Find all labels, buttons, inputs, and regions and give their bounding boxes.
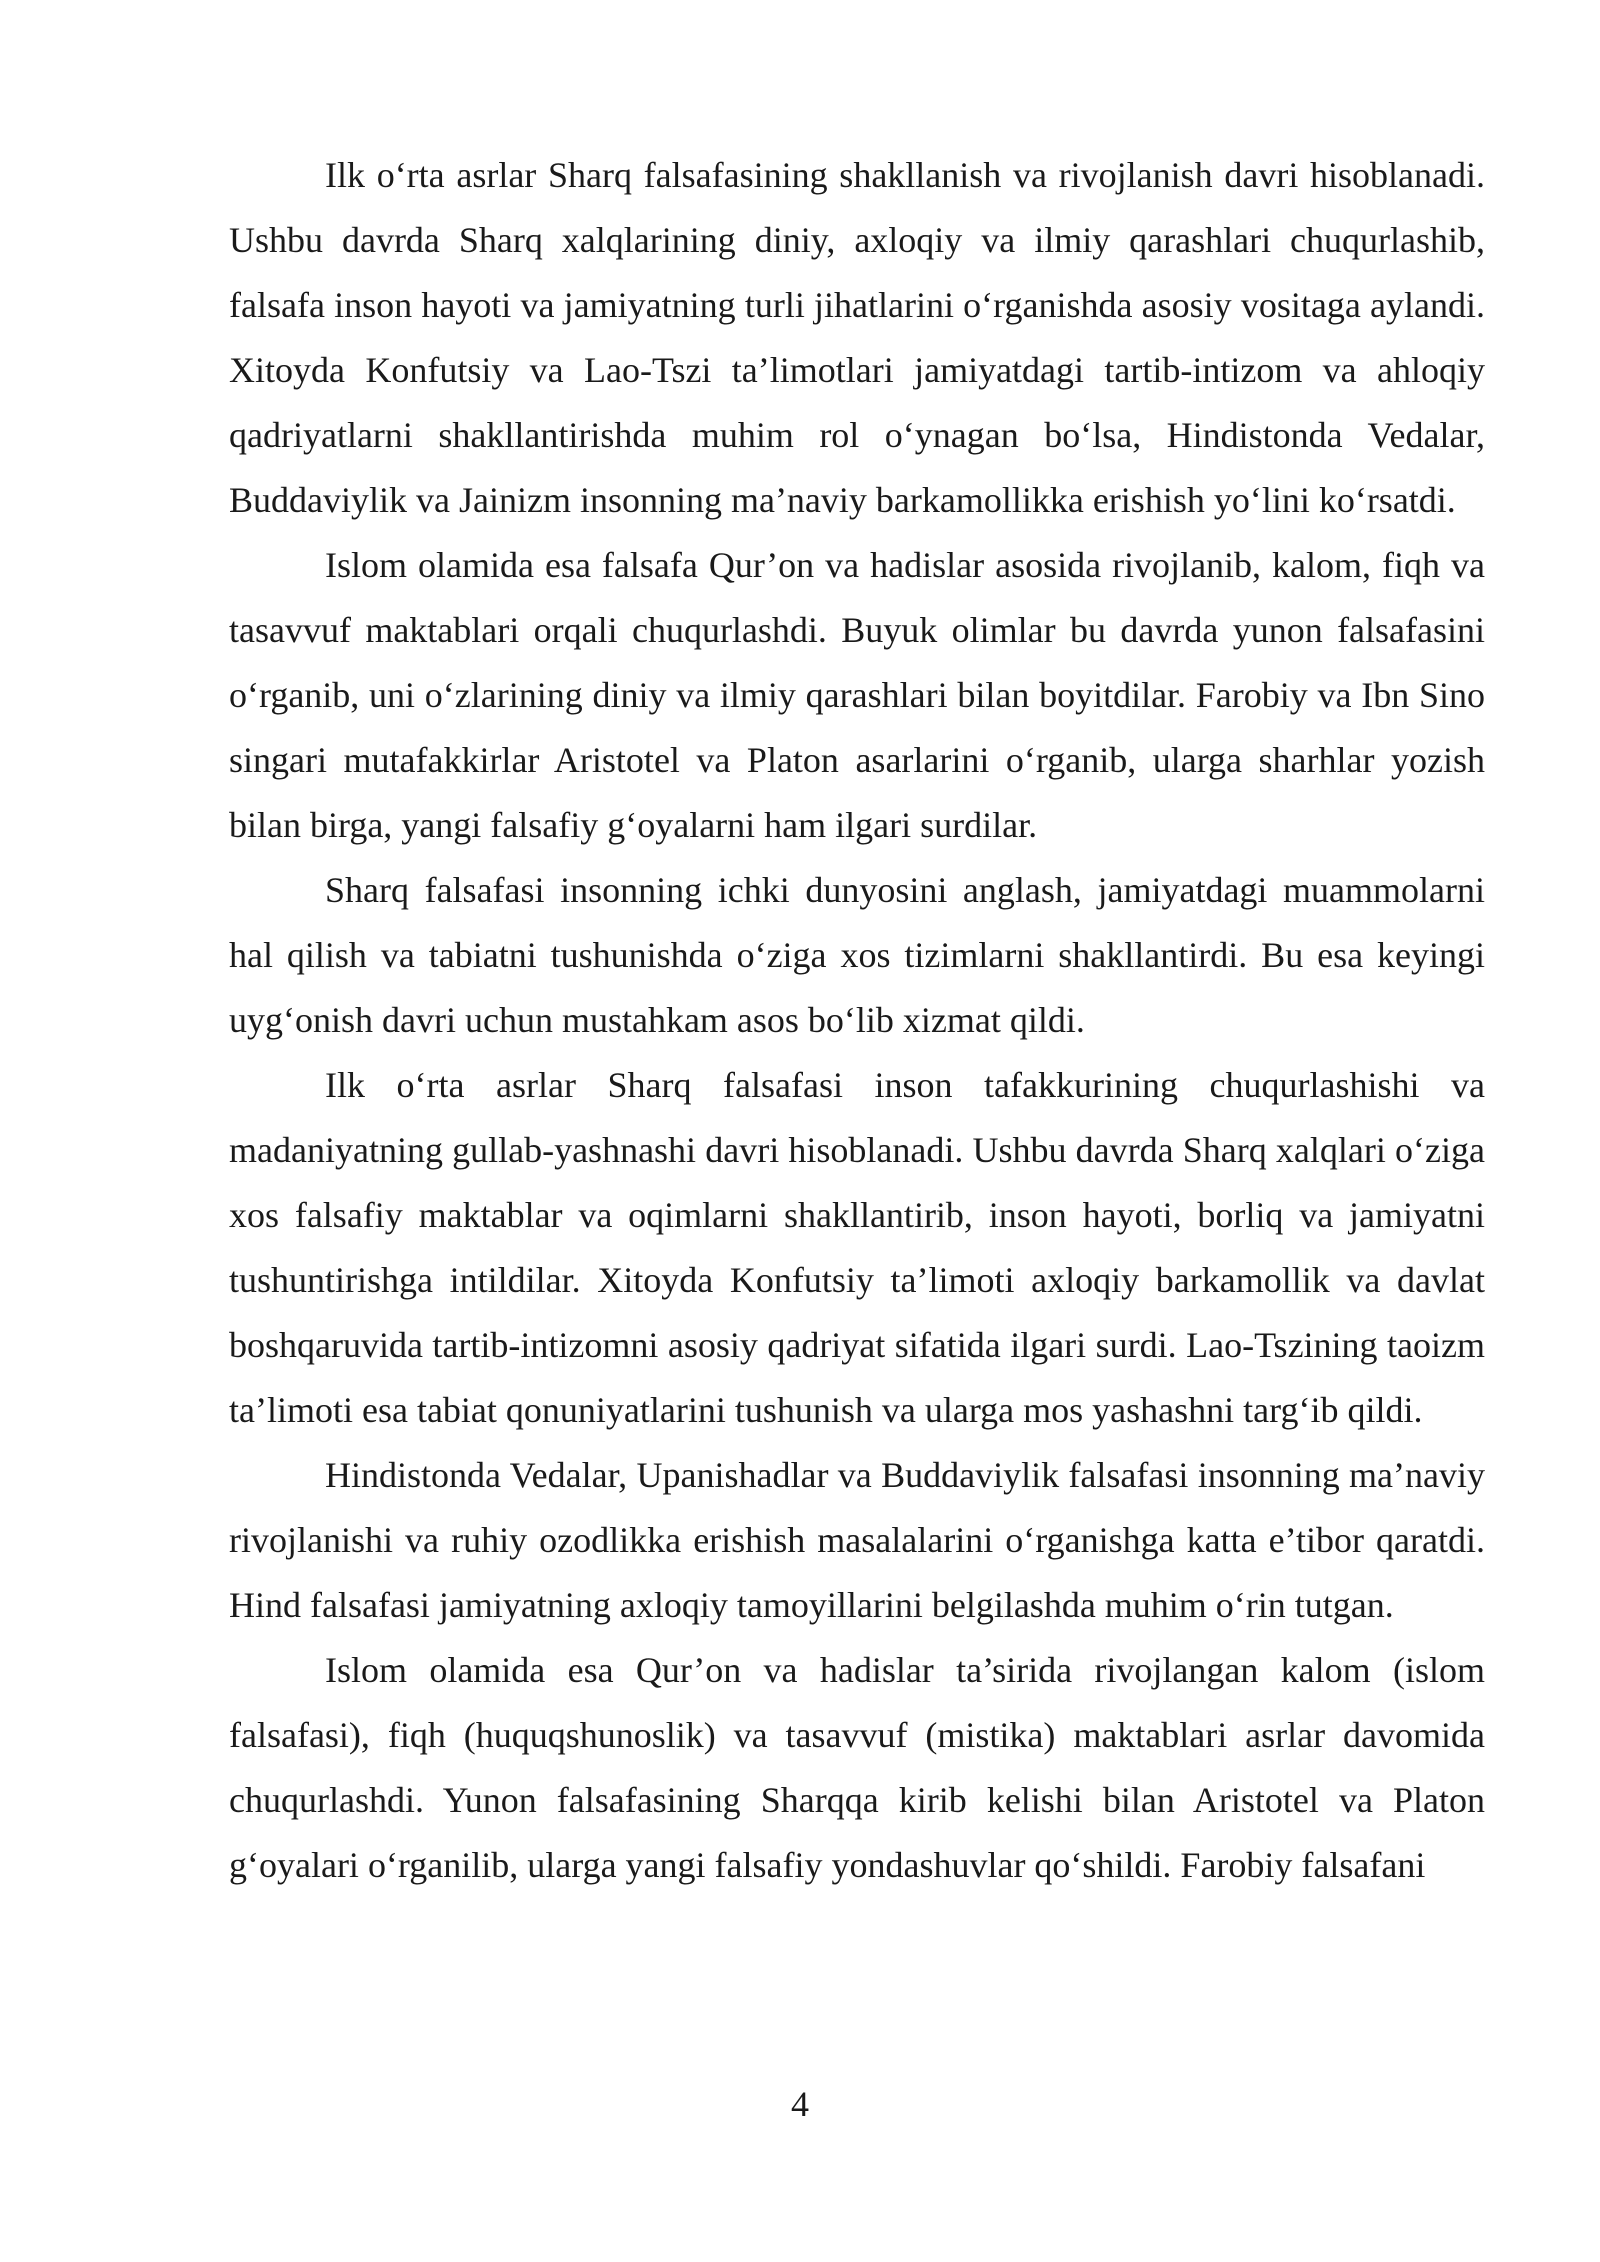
paragraph: Ilk o‘rta asrlar Sharq falsafasi inson tafakkurining chuqurlashishi va madaniyatning gullab-yashnashi davri hisoblanadi. Ushbu davrda Sharq xalqlari o‘ziga xos falsafiy maktablar va oqimlarni shakllantirib, inson hayoti, borliq va jamiyatni tushuntirishga intildilar. Xitoyda Konfutsiy ta’limoti axloqiy barkamollik va davlat boshqaruvida tartib-intizomni asosiy qadriyat sifatida ilgari surdi. Lao-Tszining taoizm ta’limoti esa tabiat qonuniyatlarini tushunish va ularga mos yashashni targ‘ib qildi. xyxy=(229,1065,1485,1430)
paragraph: Ilk o‘rta asrlar Sharq falsafasining shakllanish va rivojlanish davri hisoblanadi. Ushbu davrda Sharq xalqlarining diniy, axloqiy va ilmiy qarashlari chuqurlashib, falsafa inson hayoti va jamiyatning turli jihatlarini o‘rganishda asosiy vositaga aylandi. Xitoyda Konfutsiy va Lao-Tszi ta’limotlari jamiyatdagi tartib-intizom va ahloqiy qadriyatlarni shakllantirishda muhim rol o‘ynagan bo‘lsa, Hindistonda Vedalar, Buddaviylik va Jainizm insonning ma’naviy barkamollikka erishish yo‘lini ko‘rsatdi. xyxy=(229,155,1485,520)
page-number: 4 xyxy=(791,2084,809,2124)
paragraph: Islom olamida esa Qur’on va hadislar ta’sirida rivojlangan kalom (islom falsafasi), fiqh (huquqshunoslik) va tasavvuf (mistika) maktablari asrlar davomida chuqurlashdi. Yunon falsafasining Sharqqa kirib kelishi bilan Aristotel va Platon g‘oyalari o‘rganilib, ularga yangi falsafiy yondashuvlar qo‘shildi. Farobiy falsafani xyxy=(229,1650,1485,1885)
paragraph: Islom olamida esa falsafa Qur’on va hadislar asosida rivojlanib, kalom, fiqh va tasavvuf maktablari orqali chuqurlashdi. Buyuk olimlar bu davrda yunon falsafasini o‘rganib, uni o‘zlarining diniy va ilmiy qarashlari bilan boyitdilar. Farobiy va Ibn Sino singari mutafakkirlar Aristotel va Platon asarlarini o‘rganib, ularga sharhlar yozish bilan birga, yangi falsafiy g‘oyalarni ham ilgari surdilar. xyxy=(229,545,1485,845)
paragraph: Hindistonda Vedalar, Upanishadlar va Buddaviylik falsafasi insonning ma’naviy rivojlanishi va ruhiy ozodlikka erishish masalalarini o‘rganishga katta e’tibor qaratdi. Hind falsafasi jamiyatning axloqiy tamoyillarini belgilashda muhim o‘rin tutgan. xyxy=(229,1455,1485,1625)
body-text xyxy=(229,143,1485,1898)
paragraph: Sharq falsafasi insonning ichki dunyosini anglash, jamiyatdagi muammolarni hal qilish va tabiatni tushunishda o‘ziga xos tizimlarni shakllantirdi. Bu esa keyingi uyg‘onish davri uchun mustahkam asos bo‘lib xizmat qildi. xyxy=(229,870,1485,1040)
